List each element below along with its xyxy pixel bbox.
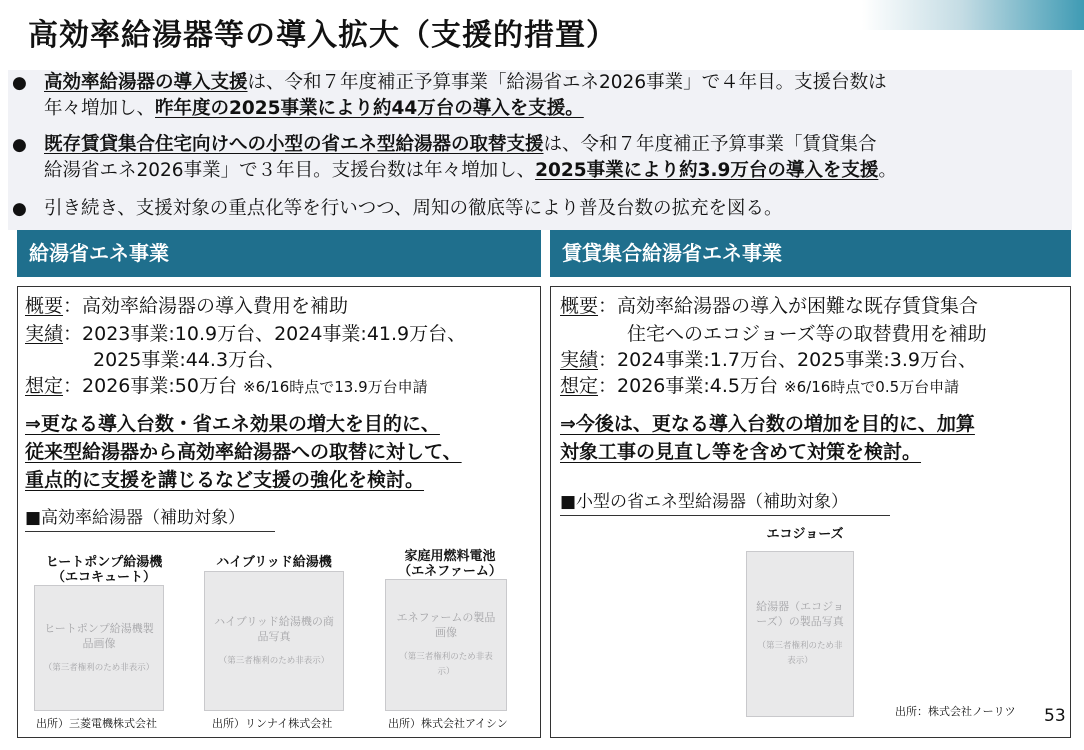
left-panel <box>17 286 541 738</box>
product-heatpump-source: 出所）三菱電機株式会社 <box>36 717 157 730</box>
product-enefarm-image-text: エネファームの製品画像 <box>396 611 496 639</box>
bullet-2-subject: 既存賃貸集合住宅向けへの小型の省エネ型給湯器の取替支援 <box>44 134 544 155</box>
right-summary-text: ：高効率給湯器の導入が困難な既存賃貸集合 <box>598 295 979 317</box>
left-results-text: ：2023事業:10.9万台、2024事業:41.9万台、 <box>63 323 467 345</box>
right-panel-header: 賃貸集合給湯省エネ事業 <box>550 230 1071 277</box>
bullet-2-text: は、令和７年度補正予算事業「賃貸集合 <box>543 134 877 155</box>
left-summary-label: 概要 <box>25 295 64 317</box>
left-policy-1: ⇒更なる導入台数・省エネ効果の増大を目的に、 <box>25 413 440 435</box>
right-results-text: ：2024事業:1.7万台、2025事業:3.9万台、 <box>598 349 977 371</box>
product-ecojozu-image-note: （第三者権利のため非表示） <box>757 641 843 666</box>
right-caption: ■小型の省エネ型給湯器（補助対象） <box>560 487 890 516</box>
product-ecojozu-image <box>746 551 854 717</box>
product-hybrid-name: ハイブリッド給湯機 <box>216 555 332 570</box>
product-hybrid-source: 出所）リンナイ株式会社 <box>212 717 333 730</box>
right-results <box>560 345 977 372</box>
right-summary-label: 概要 <box>560 295 599 317</box>
right-summary <box>560 291 978 318</box>
bullet-2-highlight: 2025事業により約3.9万台の導入を支援 <box>535 160 879 181</box>
bullet-dot-icon: ● <box>12 73 27 93</box>
product-heatpump-image-text: ヒートポンプ給湯機製品画像 <box>44 621 154 650</box>
product-hybrid-image-text: ハイブリッド給湯機の商品写真 <box>214 614 334 643</box>
right-forecast <box>560 371 959 398</box>
left-results-label: 実績 <box>25 323 64 345</box>
bullet-1-subject: 高効率給湯器の導入支援 <box>44 72 248 93</box>
bullet-dot-icon: ● <box>12 135 27 155</box>
page-title: 高効率給湯器等の導入拡大（支援的措置） <box>28 18 617 53</box>
bullet-2-text-2: 給湯省エネ2026事業」で３年目。支援台数は年々増加し、 <box>44 160 536 181</box>
bullet-2-period: 。 <box>878 160 897 181</box>
left-results <box>25 319 466 346</box>
left-forecast-label: 想定 <box>25 375 64 397</box>
left-summary <box>25 291 348 318</box>
left-forecast-text: ：2026事業:50万台 <box>63 375 237 397</box>
bullet-1-highlight: 昨年度の2025事業により約44万台の導入を支援。 <box>155 98 584 119</box>
product-ecojozu-image-text: 給湯器（エコジョーズ）の製品写真 <box>756 600 844 628</box>
bullet-1-text: は、令和７年度補正予算事業「給湯省エネ2026事業」で４年目。支援台数は <box>247 72 887 93</box>
product-heatpump-image <box>34 585 164 711</box>
right-summary-2: 住宅へのエコジョーズ等の取替費用を補助 <box>627 323 987 345</box>
page-number: 53 <box>1044 706 1066 726</box>
right-forecast-label: 想定 <box>560 375 599 397</box>
product-ecojozu-label: エコジョーズ <box>766 527 844 542</box>
right-forecast-text: ：2026事業:4.5万台 <box>598 375 778 397</box>
product-heatpump-label <box>34 555 174 585</box>
left-policy-2: 従来型給湯器から高効率給湯器への取替に対して、 <box>25 441 462 463</box>
left-forecast <box>25 371 428 398</box>
product-enefarm-label <box>380 549 520 579</box>
right-panel <box>550 286 1071 738</box>
corner-decoration <box>862 0 1084 30</box>
product-heatpump-image-note: （第三者権利のため非表示） <box>43 662 155 673</box>
product-hybrid-label <box>204 555 344 570</box>
product-enefarm-image <box>385 579 507 711</box>
product-enefarm-name: 家庭用燃料電池 <box>404 549 496 564</box>
product-hybrid-image-note: （第三者権利のため非表示） <box>218 655 330 666</box>
left-forecast-note: ※6/16時点で13.9万台申請 <box>243 378 428 396</box>
bullet-1-text-2: 年々増加し、 <box>44 98 156 119</box>
left-panel-header: 給湯省エネ事業 <box>17 230 541 277</box>
right-results-label: 実績 <box>560 349 599 371</box>
left-policy-3: 重点的に支援を講じるなど支援の強化を検討。 <box>25 469 425 491</box>
left-caption: ■高効率給湯器（補助対象） <box>25 503 275 532</box>
product-enefarm-source: 出所）株式会社アイシン <box>388 717 508 730</box>
product-enefarm-alias: （エネファーム） <box>398 564 502 579</box>
right-policy-1: ⇒今後は、更なる導入台数の増加を目的に、加算 <box>560 413 975 435</box>
summary-bullets <box>8 70 1072 230</box>
product-heatpump-alias: （エコキュート） <box>51 570 156 585</box>
right-policy-2: 対象工事の見直し等を含めて対策を検討。 <box>560 441 922 463</box>
product-heatpump-name: ヒートポンプ給湯機 <box>45 555 163 570</box>
product-ecojozu-source: 出所：株式会社ノーリツ <box>895 705 1016 718</box>
bullet-dot-icon: ● <box>12 199 27 219</box>
right-forecast-note: ※6/16時点で0.5万台申請 <box>784 378 960 396</box>
product-enefarm-image-note: （第三者権利のため非表示） <box>399 652 493 677</box>
bullet-3-text: 引き続き、支援対象の重点化等を行いつつ、周知の徹底等により普及台数の拡充を図る。 <box>44 198 783 219</box>
left-summary-text: ：高効率給湯器の導入費用を補助 <box>63 295 349 317</box>
product-hybrid-image <box>204 571 344 711</box>
left-results-2: 2025事業:44.3万台、 <box>93 349 286 371</box>
